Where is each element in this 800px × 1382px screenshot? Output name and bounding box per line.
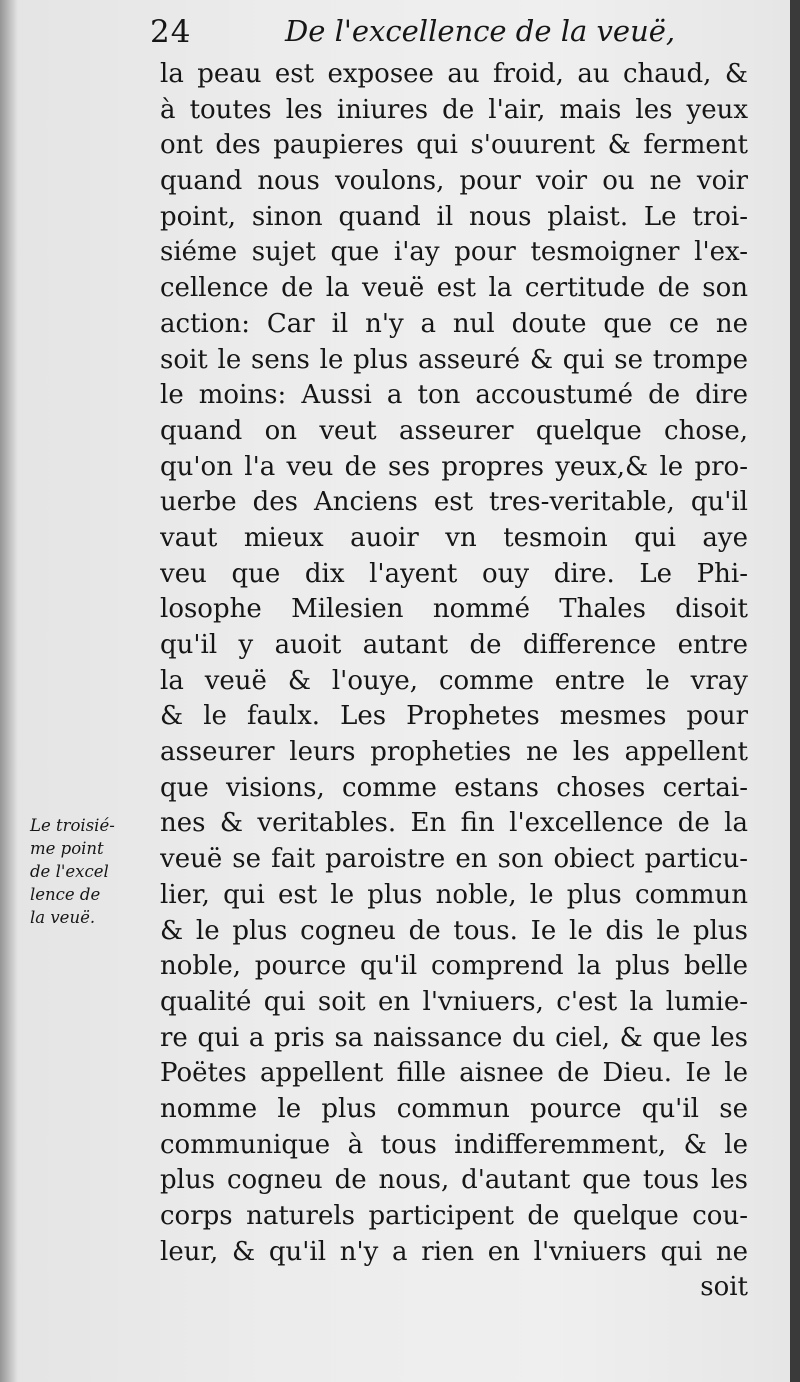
- page-number: 24: [150, 14, 192, 50]
- text-line: leur, & qu'il n'y a rien en l'vniuers qui ne: [160, 1236, 748, 1267]
- text-line: communique à tous indifferemment, & le: [160, 1129, 748, 1160]
- text-line: qualité qui soit en l'vniuers, c'est la lumie-: [160, 986, 748, 1017]
- text-line: plus cogneu de nous, d'autant que tous les: [160, 1165, 748, 1196]
- text-line: & le plus cogneu de tous. Ie le dis le plus: [160, 915, 748, 946]
- text-line: qu'on l'a veu de ses propres yeux,& le pro-: [160, 451, 748, 482]
- text-line: veuë se fait paroistre en son obiect particu-: [160, 844, 748, 875]
- text-line: quand on veut asseurer quelque chose,: [160, 415, 748, 446]
- text-line: nes & veritables. En fin l'excellence de la: [160, 808, 748, 839]
- body-text: [160, 57, 748, 1306]
- text-line: la veuë & l'ouye, comme entre le vray: [160, 665, 748, 696]
- text-line: lier, qui est le plus noble, le plus commun: [160, 879, 748, 910]
- margin-note-line: me point: [30, 839, 104, 858]
- text-line: losophe Milesien nommé Thales disoit: [160, 594, 748, 625]
- text-line: à toutes les iniures de l'air, mais les yeux: [160, 94, 748, 125]
- text-line: soit le sens le plus asseuré & qui se trompe: [160, 344, 748, 375]
- bleed-through-text: [18, 160, 128, 182]
- margin-note-line: lence de: [30, 885, 101, 904]
- text-line: nomme le plus commun pource qu'il se: [160, 1093, 748, 1124]
- text-line: quand nous voulons, pour voir ou ne voir: [160, 166, 748, 197]
- text-line: re qui a pris sa naissance du ciel, & que les: [160, 1022, 748, 1053]
- text-line: cellence de la veuë est la certitude de son: [160, 273, 748, 304]
- text-line: veu que dix l'ayent ouy dire. Le Phi-: [160, 558, 748, 589]
- text-line: vaut mieux auoir vn tesmoin qui aye: [160, 522, 748, 553]
- text-line: le moins: Aussi a ton accoustumé de dire: [160, 380, 748, 411]
- text-line: qu'il y auoit autant de difference entre: [160, 630, 748, 660]
- text-line: noble, pource qu'il comprend la plus belle: [160, 951, 748, 982]
- page-header: [150, 14, 770, 54]
- text-line: & le faulx. Les Prophetes mesmes pour: [160, 701, 748, 732]
- margin-note: [30, 814, 150, 929]
- text-line: soit: [700, 1272, 748, 1303]
- gutter-shadow: [0, 0, 18, 1382]
- text-line: ont des paupieres qui s'ouurent & ferment: [160, 130, 748, 161]
- text-line: Poëtes appellent fille aisnee de Dieu. Ie le: [160, 1058, 748, 1089]
- running-title: De l'excellence de la veuë,: [285, 14, 676, 48]
- text-line: la peau est exposee au froid, au chaud, &: [160, 59, 748, 89]
- text-line: corps naturels participent de quelque cou-: [160, 1201, 748, 1231]
- text-line: action: Car il n'y a nul doute que ce ne: [160, 308, 748, 339]
- text-line: siéme sujet que i'ay pour tesmoigner l'ex-: [160, 237, 748, 268]
- margin-note-line: de l'excel: [30, 862, 109, 881]
- margin-note-line: Le troisié-: [30, 816, 115, 835]
- text-line: point, sinon quand il nous plaist. Le troi-: [160, 201, 748, 232]
- text-line: uerbe des Anciens est tres-veritable, qu'il: [160, 487, 748, 518]
- text-line: asseurer leurs propheties ne les appellent: [160, 737, 748, 768]
- text-line: que visions, comme estans choses certai-: [160, 772, 748, 803]
- margin-note-line: la veuë.: [30, 908, 96, 927]
